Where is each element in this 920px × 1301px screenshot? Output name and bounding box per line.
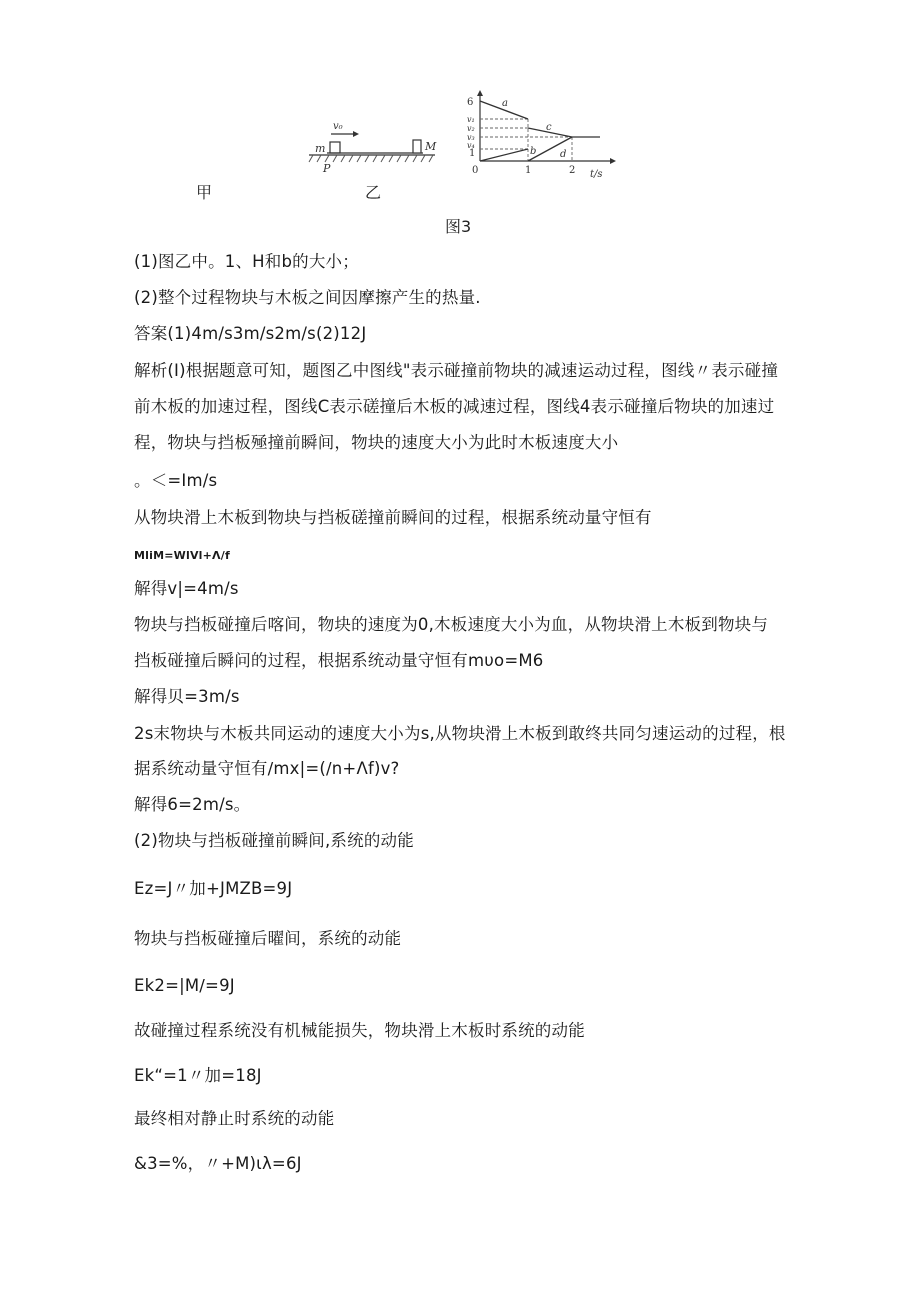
y-tick-v1: v₁ <box>467 115 475 124</box>
analysis-line-6: 物块与挡板碰撞后喀间，物块的速度为0,木板速度大小为血，从物块滑上木板到物块与 <box>134 615 769 634</box>
analysis-line-1: 解析(I)根据题意可知，题图乙中图线"表示碰撞前物块的减速运动过程，图线〃表示碰撞 <box>134 361 779 380</box>
result-v1: 解得v|=4m/s <box>134 579 239 598</box>
label-m: m <box>315 142 326 155</box>
energy-ek1: Ez=J〃加+JMZB=9J <box>134 879 293 898</box>
label-M: M <box>425 140 437 153</box>
graph-yi <box>462 90 622 182</box>
analysis-line-3: 程，物块与挡板殛撞前瞬间，物块的速度大小为此时木板速度大小 <box>134 433 619 452</box>
figure-caption: 图3 <box>445 217 472 236</box>
analysis-line-2: 前木板的加速过程，图线C表示磋撞后木板的减速过程，图线4表示碰撞后物块的加速过 <box>134 397 775 416</box>
x-axis-label: t/s <box>590 169 603 180</box>
analysis-line-12: 最终相对静止时系统的动能 <box>134 1109 335 1128</box>
question-2: (2)整个过程物块与木板之间因摩擦产生的热量. <box>134 288 481 307</box>
curve-label-a: a <box>502 98 508 109</box>
y-tick-1: 1 <box>469 148 476 159</box>
curve-label-d: d <box>560 149 567 160</box>
part-2-intro: (2)物块与挡板碰撞前瞬间,系统的动能 <box>134 831 414 850</box>
curve-b <box>480 149 528 161</box>
question-1: (1)图乙中。1、H和b的大小； <box>134 252 359 271</box>
equation-momentum-1: MliM=WlVl+Λ/f <box>134 549 230 562</box>
label-v0: v₀ <box>333 121 343 132</box>
origin-0: 0 <box>472 165 479 176</box>
y-tick-v4: v₄ <box>467 141 475 150</box>
answer: 答案(1)4m/s3m/s2m/s(2)12J <box>134 324 367 343</box>
analysis-line-4: 。＜=Im/s <box>134 471 218 490</box>
analysis-line-5: 从物块滑上木板到物块与挡板磋撞前瞬间的过程，根据系统动量守恒有 <box>134 508 652 527</box>
curve-label-c: c <box>546 122 552 133</box>
analysis-line-7: 挡板碰撞后瞬问的过程，根据系统动量守恒有mυo=M6 <box>134 651 544 670</box>
baffle <box>413 140 421 153</box>
block-m <box>330 142 340 153</box>
x-tick-1: 1 <box>525 165 532 176</box>
label-jia: 甲 <box>196 183 213 202</box>
diagram-jia <box>305 112 445 174</box>
x-tick-2: 2 <box>569 165 576 176</box>
energy-ek0: Ek“=1〃加=18J <box>134 1066 262 1085</box>
result-v3: 解得6=2m/s。 <box>134 795 251 814</box>
energy-ek2: Ek2=|M∕=9J <box>134 976 235 995</box>
energy-ek3: &3=%，〃+M)ιλ=6J <box>134 1154 302 1173</box>
figure-3 <box>0 0 920 240</box>
label-yi: 乙 <box>365 183 382 202</box>
y-tick-v3: v₃ <box>467 133 475 142</box>
y-tick-6: 6 <box>467 97 474 108</box>
y-tick-v2: v₂ <box>467 124 475 133</box>
result-v2: 解得贝=3m/s <box>134 687 240 706</box>
analysis-line-11: 故碰撞过程系统没有机械能损失，物块滑上木板时系统的动能 <box>134 1021 585 1040</box>
curve-label-b: b <box>530 146 537 157</box>
analysis-line-8: 2s末物块与木板共同运动的速度大小为s,从物块滑上木板到敢终共同匀速运动的过程，根 <box>134 724 786 743</box>
analysis-line-9: 据系统动量守恒有∕mx|=(∕n+Λf)v? <box>134 759 400 778</box>
label-P: P <box>323 162 331 174</box>
analysis-line-10: 物块与挡板碰撞后曜间，系统的动能 <box>134 929 402 948</box>
